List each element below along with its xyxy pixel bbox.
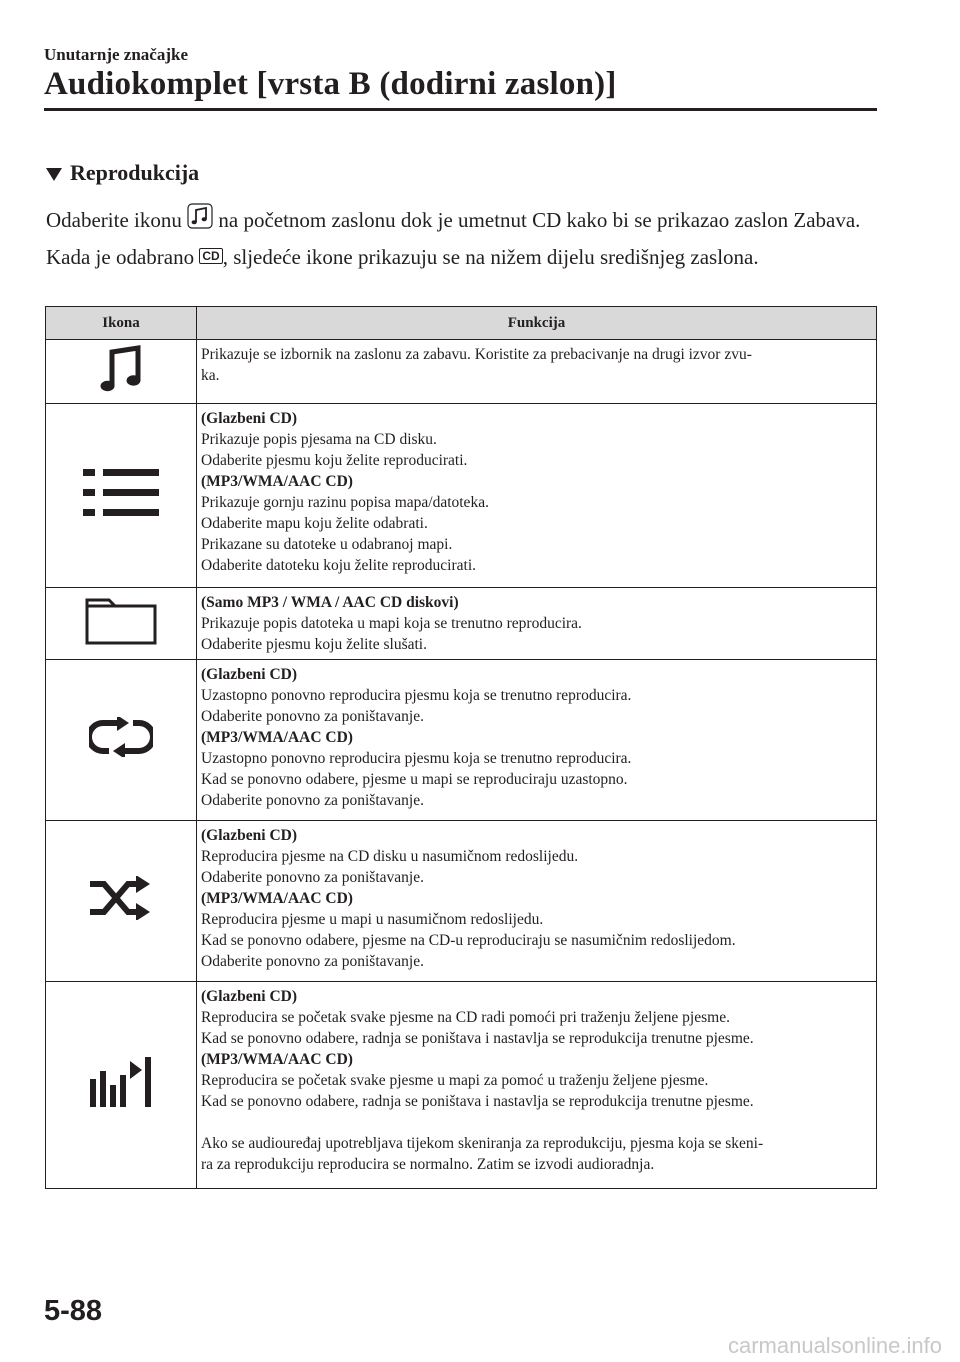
text-line: Prikazuje popis pjesama na CD disku. [201, 431, 437, 448]
icon-cell [46, 588, 197, 660]
intro-text-2: na početnom zaslonu dok je umetnut CD kako bi se prikazao zaslon Zabava. Kada je odabrano [46, 208, 861, 269]
text-line: Odaberite mapu koju želite odabrati. [201, 515, 428, 532]
table-row [46, 660, 877, 821]
intro-text-3: , sljedeće ikone prikazuju se na nižem dijelu središnjeg zaslona. [222, 245, 759, 269]
text-line: Prikazane su datoteke u odabranoj mapi. [201, 536, 453, 553]
text-line: Reproducira pjesme u mapi u nasumičnom redoslijedu. [201, 911, 544, 928]
icon-cell [46, 660, 197, 821]
text-subheading: (Glazbeni CD) [201, 827, 298, 844]
text-line: Odaberite ponovno za poništavanje. [201, 792, 424, 809]
text-line: Odaberite pjesmu koju želite slušati. [201, 636, 427, 653]
page-title: Audiokomplet [vrsta B (dodirni zaslon)] [44, 66, 617, 102]
text-line: Kad se ponovno odabere, radnja se poništava i nastavlja se reprodukcija trenutne pjesme. [201, 1093, 754, 1110]
text-line: Kad se ponovno odabere, pjesme na CD-u reproduciraju se nasumičnim redoslijedom. [201, 932, 736, 949]
text-line: Reproducira se početak svake pjesme na CD radi pomoći pri traženju željene pjesme. [201, 1009, 730, 1026]
text-line: Odaberite datoteku koju želite reproducirati. [201, 557, 477, 574]
text-subheading: (Glazbeni CD) [201, 988, 298, 1005]
text-line: Prikazuje popis datoteka u mapi koja se trenutno reproducira. [201, 615, 582, 632]
text-line: Reproducira se početak svake pjesme u mapi za pomoć u traženju željene pjesme. [201, 1072, 709, 1089]
music-note-inline-icon [187, 203, 213, 241]
section-heading [46, 160, 199, 186]
title-divider [44, 108, 877, 111]
icon-cell [46, 821, 197, 982]
function-cell [197, 821, 877, 982]
breadcrumb: Unutarnje značajke [44, 45, 189, 64]
text-line: Reproducira pjesme na CD disku u nasumičnom redoslijedu. [201, 848, 579, 865]
table-row [46, 982, 877, 1189]
text-subheading: (MP3/WMA/AAC CD) [201, 473, 353, 490]
page-number: 5-88 [44, 1295, 103, 1327]
function-cell [197, 660, 877, 821]
text-line: Kad se ponovno odabere, radnja se poništava i nastavlja se reprodukcija trenutne pjesme. [201, 1030, 754, 1047]
function-cell [197, 404, 877, 588]
list-icon [83, 469, 159, 517]
text-line: ka. [201, 367, 220, 384]
cd-badge-icon: CD [199, 248, 222, 264]
intro-text-1: Odaberite ikonu [46, 208, 188, 232]
text-subheading: (MP3/WMA/AAC CD) [201, 890, 353, 907]
table-row [46, 821, 877, 982]
column-header-icon: Ikona [46, 307, 197, 340]
table-row [46, 588, 877, 660]
column-header-function: Funkcija [197, 307, 877, 340]
folder-icon [85, 597, 157, 645]
icon-function-table [45, 306, 877, 1189]
text-line: Odaberite ponovno za poništavanje. [201, 708, 424, 725]
text-line: Odaberite ponovno za poništavanje. [201, 953, 424, 970]
text-subheading: (MP3/WMA/AAC CD) [201, 1051, 353, 1068]
music-note-icon [98, 344, 144, 394]
text-line: ra za reprodukciju reproducira se normalno. Zatim se izvodi audioradnja. [201, 1156, 655, 1173]
text-line: Uzastopno ponovno reproducira pjesmu koja se trenutno reproducira. [201, 750, 632, 767]
text-line: Odaberite pjesmu koju želite reproducirati. [201, 452, 468, 469]
scan-icon [90, 1057, 152, 1107]
text-line: Odaberite ponovno za poništavanje. [201, 869, 424, 886]
shuffle-icon [88, 876, 154, 920]
icon-cell [46, 340, 197, 404]
text-line: Ako se audiouređaj upotrebljava tijekom skeniranja za reprodukciju, pjesma koja se skeni- [201, 1135, 764, 1152]
function-cell [197, 982, 877, 1189]
icon-cell [46, 982, 197, 1189]
text-line: Uzastopno ponovno reproducira pjesmu koja se trenutno reproducira. [201, 687, 632, 704]
function-cell [197, 340, 877, 404]
text-subheading: (Glazbeni CD) [201, 410, 298, 427]
text-line: Prikazuje gornju razinu popisa mapa/datoteka. [201, 494, 489, 511]
text-subheading: (Samo MP3 / WMA / AAC CD diskovi) [201, 594, 459, 611]
text-subheading: (MP3/WMA/AAC CD) [201, 729, 353, 746]
function-cell [197, 588, 877, 660]
table-header-row [46, 307, 877, 340]
repeat-icon [89, 717, 153, 757]
table-row [46, 340, 877, 404]
text-line: Kad se ponovno odabere, pjesme u mapi se reproduciraju uzastopno. [201, 771, 628, 788]
section-heading-text: Reprodukcija [70, 160, 200, 185]
triangle-bullet-icon [46, 168, 62, 181]
paragraph-gap [201, 1112, 870, 1133]
watermark: carmanualsonline.info [727, 1333, 942, 1358]
text-line: Prikazuje se izbornik na zaslonu za zabavu. Koristite za prebacivanje na drugi izvor zvu- [201, 346, 752, 363]
table-row [46, 404, 877, 588]
intro-paragraph [46, 203, 876, 274]
text-subheading: (Glazbeni CD) [201, 666, 298, 683]
icon-cell [46, 404, 197, 588]
